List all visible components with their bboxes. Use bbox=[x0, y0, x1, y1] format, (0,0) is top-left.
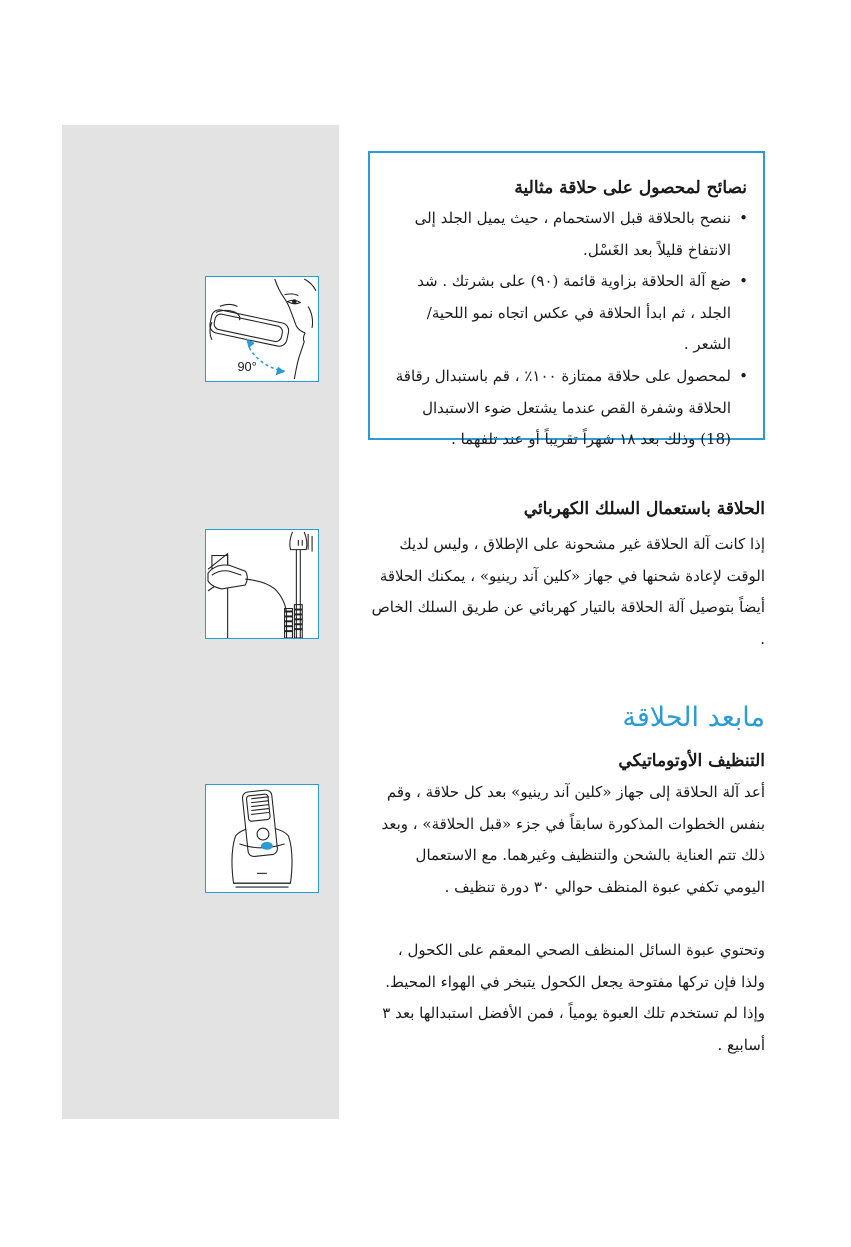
cord-section-title: الحلاقة باستعمال السلك الكهربائي bbox=[523, 499, 765, 519]
shaving-angle-illustration bbox=[206, 277, 318, 381]
figure-clean-renew bbox=[205, 784, 319, 893]
cord-section-text: إذا كانت آلة الحلاقة غير مشحونة على الإطلاق ، وليس لديك الوقت لإعادة شحنها في جهاز «كلين آند رينيو» ، يمكنك الحلاقة أيضاً بتوصيل آلة الحلاقة بالتيار كهربائي عن طريق السلك الخاص . bbox=[371, 535, 765, 648]
auto-cleaning-subtitle: التنظيف الأوتوماتيكي bbox=[618, 751, 765, 771]
list-item: • ننصح بالحلاقة قبل الاستحمام ، حيث يميل الجلد إلى الانتفاخ قليلاً بعد الغَسْل. bbox=[393, 203, 751, 266]
angle-label: 90° bbox=[237, 359, 257, 375]
clean-renew-illustration bbox=[206, 785, 318, 892]
tips-title: نصائح لمحصول على حلاقة مثالية bbox=[514, 178, 747, 198]
tips-box bbox=[368, 151, 765, 449]
after-shaving-heading: مابعد الحلاقة bbox=[622, 702, 765, 733]
tips-list-container bbox=[393, 203, 751, 456]
list-item: • لمحصول على حلاقة ممتازة ١٠٠٪ ، قم باستبدال رقاقة الحلاقة وشفرة القص عندما يشتعل ضوء الاستبدال (18) وذلك بعد ١٨ شهراً تقريباً أو عند تلفهما . bbox=[393, 361, 751, 456]
list-item: • ضع آلة الحلاقة بزاوية قائمة (٩٠) على بشرتك . شد الجلد ، ثم ابدأ الحلاقة في عكس اتجاه نمو اللحية/الشعر . bbox=[393, 266, 751, 361]
mains-cord-illustration bbox=[206, 530, 318, 638]
auto-cleaning-paragraph-1: أعد آلة الحلاقة إلى جهاز «كلين آند رينيو» بعد كل حلاقة ، وقم بنفس الخطوات المذكورة سابقاً في جزء «قبل الحلاقة» ، وبعد ذلك تتم العناية بالشحن والتنظيف وغيرهما. مع الاستعمال اليومي تكفي عبوة المنظف حوالي ٣٠ دورة تنظيف . bbox=[381, 783, 765, 896]
auto-cleaning-paragraph-2: وتحتوي عبوة السائل المنظف الصحي المعقم على الكحول ، ولذا فإن تركها مفتوحة يجعل الكحول يتبخر في الهواء المحيط. وإذا لم تستخدم تلك العبوة يومياً ، فمن الأفضل استبدالها بعد ٣ أسابيع . bbox=[382, 941, 765, 1054]
figure-mains-cord bbox=[205, 529, 319, 639]
tips-list bbox=[393, 203, 751, 456]
figure-shaving-angle bbox=[205, 276, 319, 382]
